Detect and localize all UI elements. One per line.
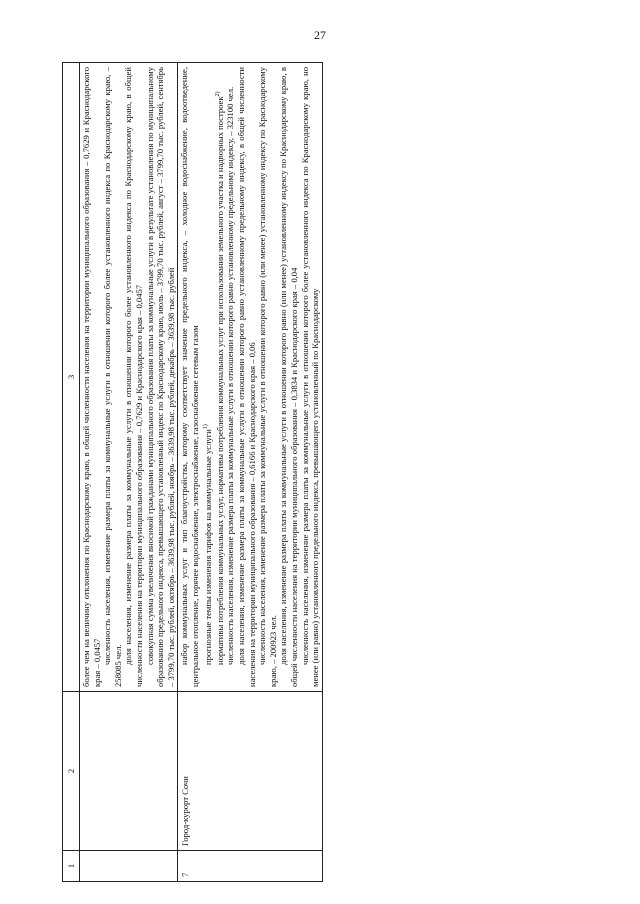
- paragraph: совокупная сумма увеличения вносимой гражданами муниципального образования платы за коммунальные услуги в результате установления по муниципальному образованию предельного индекса, превышающего установленный индекс по Краснодарскому краю, июль – 3799,70 тыс. рублей, август – 3799,70 тыс. рублей, сентябрь – 3799,70 тыс. рублей, октябрь – 3639,98 тыс. рублей, ноябрь – 3639,98 тыс. рублей, декабрь – 3639,98 тыс. рублей: [144, 67, 176, 687]
- paragraph: численность населения, изменение размера платы за коммунальные услуги в отношении которого более установленного индекса по Краснодарскому краю, но менее (или равно) установленного предельного индекса, превышающего установленный по Краснодарскому: [299, 67, 321, 687]
- header-col-2: 2: [63, 692, 80, 851]
- rotated-table-container: [62, 62, 617, 882]
- table-row-continuation: [80, 63, 178, 882]
- cell-municipality-empty: [80, 692, 178, 851]
- footnote-marker: 1): [202, 424, 209, 430]
- cell-number-empty: [80, 851, 178, 882]
- municipality-name: Город-курорт Сочи: [178, 692, 322, 851]
- table-header-row: [63, 63, 80, 882]
- paragraph: доля населения, изменение размера платы за коммунальные услуги в отношении которого равно (или менее) установленному индексу по Краснодарскому краю, в общей численности населения на территории муниципального образования – 0,3834 и Краснодарского края – 0,04: [278, 67, 299, 687]
- landscape-table-area: [62, 62, 617, 882]
- cell-details: [178, 63, 322, 692]
- row-number: 7: [178, 851, 322, 882]
- paragraph: численность населения, изменение размера платы за коммунальные услуги в отношении которого равно установленному предельному индексу, – 323100 чел.: [225, 86, 236, 665]
- data-table: [62, 62, 323, 882]
- paragraph-text: нормативы потребления коммунальных услуг, нормативы потребления коммунальных услуг при использовании земельного участка и надворных построек: [214, 96, 225, 665]
- paragraph: доля населения, изменение размера платы за коммунальные услуги в отношении которого равно установленному предельному индексу, в общей численности населения на территории муниципального образования – 0,6166 и Краснодарского края – 0,06: [236, 67, 257, 687]
- paragraph: набор коммунальных услуг и тип благоустройства, которому соответствует значение предельного индекса, – холодное водоснабжение, водоотведение, центральное отопление, горячее водоснабжение, электроснабжение, газоснабжение сетевым газом: [179, 67, 200, 687]
- paragraph: [213, 67, 225, 687]
- page-number: 27: [314, 28, 326, 42]
- footnote-marker: 2): [214, 91, 221, 97]
- paragraph: более чем на величину отклонения по Краснодарскому краю, в общей численности населения на территории муниципального образования – 0,7629 и Краснодарского края – 0,0457: [81, 67, 102, 687]
- header-col-1: 1: [63, 851, 80, 882]
- paragraph: численность населения, изменение размера платы за коммунальные услуги в отношении которого равно (или менее) установленному индексу по Краснодарскому краю, – 200923 чел.: [257, 67, 278, 687]
- paragraph: доля населения, изменение размера платы за коммунальные услуги в отношении которого более установленного индекса по Краснодарскому краю, в общей численности населения на территории муниципального образования – 0,7629 и Краснодарского края – 0,0457: [123, 67, 144, 687]
- cell-details-continuation: [80, 63, 178, 692]
- header-col-3: 3: [63, 63, 80, 692]
- table-row: [178, 63, 322, 882]
- paragraph-text: прогнозные темпы изменения тарифов на коммунальные услуги: [202, 429, 213, 665]
- paragraph: численность населения, изменение размера платы за коммунальные услуги в отношении которого более установленного индекса по Краснодарскому краю, – 258085 чел.: [102, 67, 123, 687]
- paragraph: [201, 67, 213, 687]
